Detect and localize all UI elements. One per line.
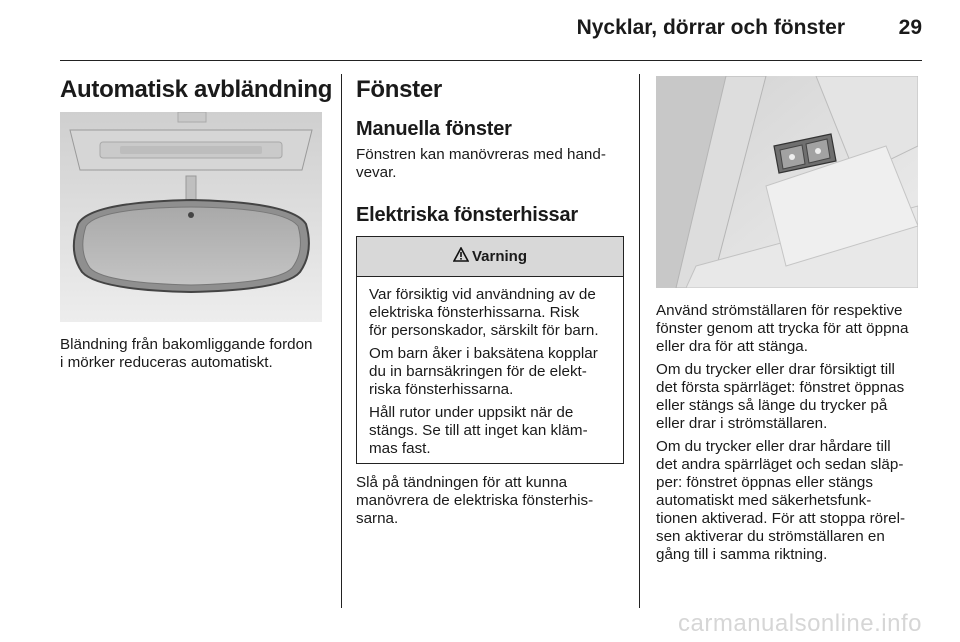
- text-line: Om barn åker i baksätena kopplar: [369, 345, 598, 362]
- text-line: elektriska fönsterhissarna. Risk: [369, 304, 580, 321]
- text-line: det andra spärrläget och sedan släp-: [656, 456, 904, 473]
- text-line: eller dra för att stänga.: [656, 338, 808, 355]
- text-line: för personskador, särskilt för barn.: [369, 322, 599, 339]
- paragraph: [656, 302, 946, 356]
- text-line: Var försiktig vid användning av de: [369, 286, 596, 303]
- text-line: sarna.: [356, 510, 399, 527]
- rear-view-mirror-icon: [60, 112, 322, 322]
- window-switch-icon: [656, 76, 918, 288]
- window-switch-illustration: [656, 76, 918, 288]
- text-line: i mörker reduceras automatiskt.: [60, 354, 273, 371]
- window-operation-text: [656, 302, 946, 569]
- warning-paragraph: [369, 404, 611, 458]
- warning-box: [356, 236, 624, 464]
- warning-title: Varning: [471, 248, 527, 265]
- warning-triangle-icon: [453, 247, 469, 267]
- auto-dimming-text: [60, 336, 335, 372]
- text-line: Bländning från bakomliggande fordon: [60, 336, 313, 353]
- text-line: tionen aktiverad. För att stoppa rörel-: [656, 510, 906, 527]
- warning-body: [357, 277, 623, 458]
- text-line: Håll rutor under uppsikt när de: [369, 404, 574, 421]
- text-line: per: fönstret öppnas eller stängs: [656, 474, 873, 491]
- section-heading-windows: Fönster: [356, 76, 442, 103]
- paragraph: [656, 361, 946, 433]
- subheading-electric-windows: Elektriska fönsterhissar: [356, 204, 578, 226]
- text-line: Fönstren kan manövreras med hand-: [356, 146, 606, 163]
- text-line: gång till i samma riktning.: [656, 546, 828, 563]
- paragraph: [656, 438, 946, 564]
- watermark[interactable]: carmanualsonline.info: [678, 610, 922, 637]
- subheading-manual-windows: Manuella fönster: [356, 118, 512, 140]
- text-line: mas fast.: [369, 440, 431, 457]
- text-line: riska fönsterhissarna.: [369, 381, 514, 398]
- text-line: Om du trycker eller drar försiktigt till: [656, 361, 895, 378]
- text-line: det första spärrläget: fönstret öppnas: [656, 379, 905, 396]
- ignition-text: [356, 474, 631, 528]
- warning-paragraph: [369, 345, 611, 399]
- section-heading-auto-dimming: Automatisk avbländning: [60, 76, 333, 103]
- text-line: eller drar i strömställaren.: [656, 415, 828, 432]
- manual-windows-text: [356, 146, 631, 182]
- warning-header: [357, 237, 623, 277]
- column-divider-left: [341, 74, 342, 608]
- text-line: stängs. Se till att inget kan kläm-: [369, 422, 588, 439]
- text-line: automatiskt med säkerhetsfunk-: [656, 492, 872, 509]
- text-line: eller stängs så länge du trycker på: [656, 397, 888, 414]
- text-line: Använd strömställaren för respektive: [656, 302, 903, 319]
- text-line: du in barnsäkringen för de elekt-: [369, 363, 587, 380]
- page-header-title: Nycklar, dörrar och fönster: [576, 16, 845, 39]
- column-divider-right: [639, 74, 640, 608]
- page-number: 29: [898, 16, 922, 39]
- warning-triangle-icon: [453, 247, 469, 262]
- text-line: vevar.: [356, 164, 397, 181]
- rear-view-mirror-illustration: [60, 112, 322, 322]
- text-line: Om du trycker eller drar hårdare till: [656, 438, 891, 455]
- text-line: fönster genom att trycka för att öppna: [656, 320, 909, 337]
- text-line: manövrera de elektriska fönsterhis-: [356, 492, 594, 509]
- text-line: Slå på tändningen för att kunna: [356, 474, 568, 491]
- header-rule: [60, 60, 922, 61]
- warning-paragraph: [369, 286, 611, 340]
- text-line: sen aktiverar du strömställaren en: [656, 528, 885, 545]
